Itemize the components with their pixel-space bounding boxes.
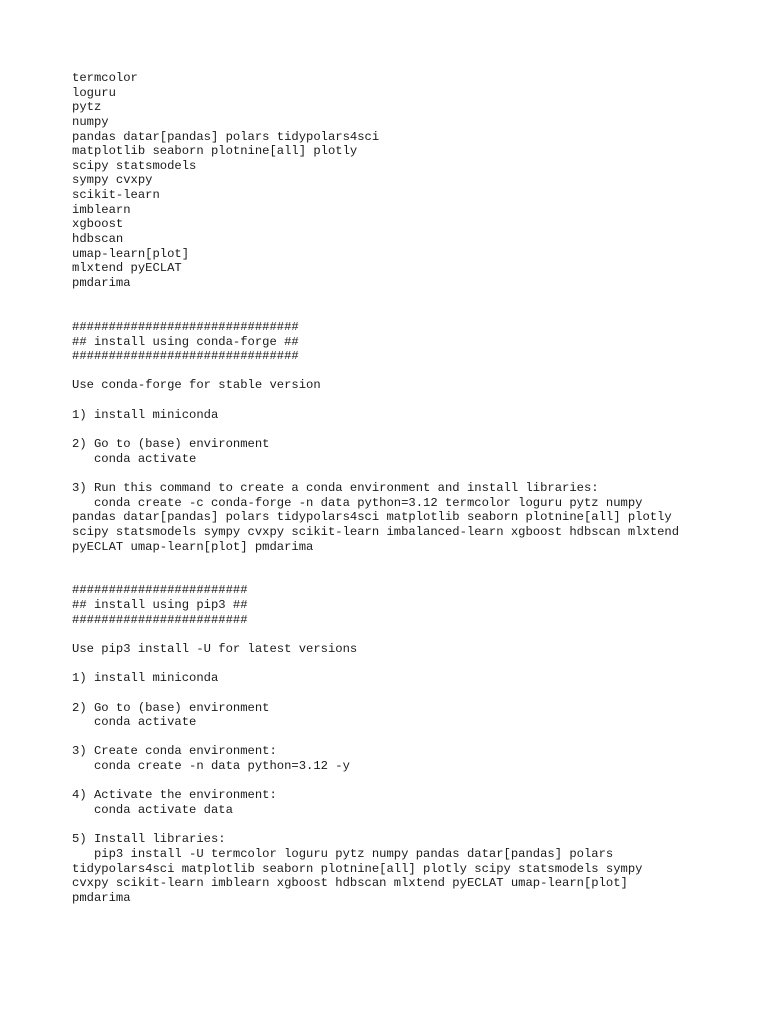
blank-line bbox=[72, 627, 732, 642]
text-line: ############################### bbox=[72, 319, 299, 334]
blank-line bbox=[72, 305, 732, 320]
blank-line bbox=[72, 774, 732, 789]
text-line: Use conda-forge for stable version bbox=[72, 378, 321, 393]
blank-line bbox=[72, 657, 732, 672]
text-line: numpy bbox=[72, 114, 109, 129]
text-line: xgboost bbox=[72, 217, 124, 232]
text-line: Use pip3 install -U for latest versions bbox=[72, 641, 358, 656]
blank-line bbox=[72, 730, 732, 745]
text-line: pyECLAT umap-learn[plot] pmdarima bbox=[72, 539, 314, 554]
document-text bbox=[72, 71, 732, 906]
text-line: ######################## bbox=[72, 612, 248, 627]
text-line: umap-learn[plot] bbox=[72, 246, 190, 261]
text-line: 1) install miniconda bbox=[72, 407, 219, 422]
text-line: loguru bbox=[72, 85, 116, 100]
text-line: pmdarima bbox=[72, 275, 131, 290]
text-line: 3) Run this command to create a conda environment and install libraries: bbox=[72, 480, 599, 495]
text-line: ######################## bbox=[72, 583, 248, 598]
text-line: hdbscan bbox=[72, 232, 124, 247]
blank-line bbox=[72, 291, 732, 306]
text-line: pandas datar[pandas] polars tidypolars4sci bbox=[72, 129, 380, 144]
blank-line bbox=[72, 818, 732, 833]
text-line: sympy cvxpy bbox=[72, 173, 153, 188]
blank-line bbox=[72, 393, 732, 408]
text-line: imblearn bbox=[72, 202, 131, 217]
text-line: pytz bbox=[72, 100, 102, 115]
blank-line bbox=[72, 364, 732, 379]
blank-line bbox=[72, 422, 732, 437]
text-line: matplotlib seaborn plotnine[all] plotly bbox=[72, 144, 358, 159]
text-line: scipy statsmodels bbox=[72, 158, 197, 173]
text-line: conda create -n data python=3.12 -y bbox=[72, 759, 350, 774]
text-line: scipy statsmodels sympy cvxpy scikit-learn imbalanced-learn xgboost hdbscan mlxtend bbox=[72, 524, 680, 539]
blank-line bbox=[72, 466, 732, 481]
text-line: ## install using conda-forge ## bbox=[72, 334, 299, 349]
text-line: ############################### bbox=[72, 349, 299, 364]
text-line: 5) Install libraries: bbox=[72, 832, 226, 847]
blank-line bbox=[72, 569, 732, 584]
text-line: pandas datar[pandas] polars tidypolars4sci matplotlib seaborn plotnine[all] plotly bbox=[72, 510, 672, 525]
text-line: 3) Create conda environment: bbox=[72, 744, 277, 759]
text-line: 2) Go to (base) environment bbox=[72, 700, 270, 715]
blank-line bbox=[72, 686, 732, 701]
text-line: scikit-learn bbox=[72, 188, 160, 203]
text-line: pmdarima bbox=[72, 890, 131, 905]
text-line: 4) Activate the environment: bbox=[72, 788, 277, 803]
text-line: 1) install miniconda bbox=[72, 671, 219, 686]
text-line: mlxtend pyECLAT bbox=[72, 261, 182, 276]
text-line: 2) Go to (base) environment bbox=[72, 437, 270, 452]
blank-line bbox=[72, 554, 732, 569]
text-line: tidypolars4sci matplotlib seaborn plotnine[all] plotly scipy statsmodels sympy bbox=[72, 861, 643, 876]
text-line: conda activate data bbox=[72, 803, 233, 818]
text-line: conda activate bbox=[72, 715, 197, 730]
text-line: cvxpy scikit-learn imblearn xgboost hdbscan mlxtend pyECLAT umap-learn[plot] bbox=[72, 876, 628, 891]
text-line: ## install using pip3 ## bbox=[72, 598, 248, 613]
text-line: conda activate bbox=[72, 451, 197, 466]
text-line: termcolor bbox=[72, 71, 138, 85]
text-line: pip3 install -U termcolor loguru pytz numpy pandas datar[pandas] polars bbox=[72, 846, 614, 861]
text-line: conda create -c conda-forge -n data python=3.12 termcolor loguru pytz numpy bbox=[72, 495, 643, 510]
